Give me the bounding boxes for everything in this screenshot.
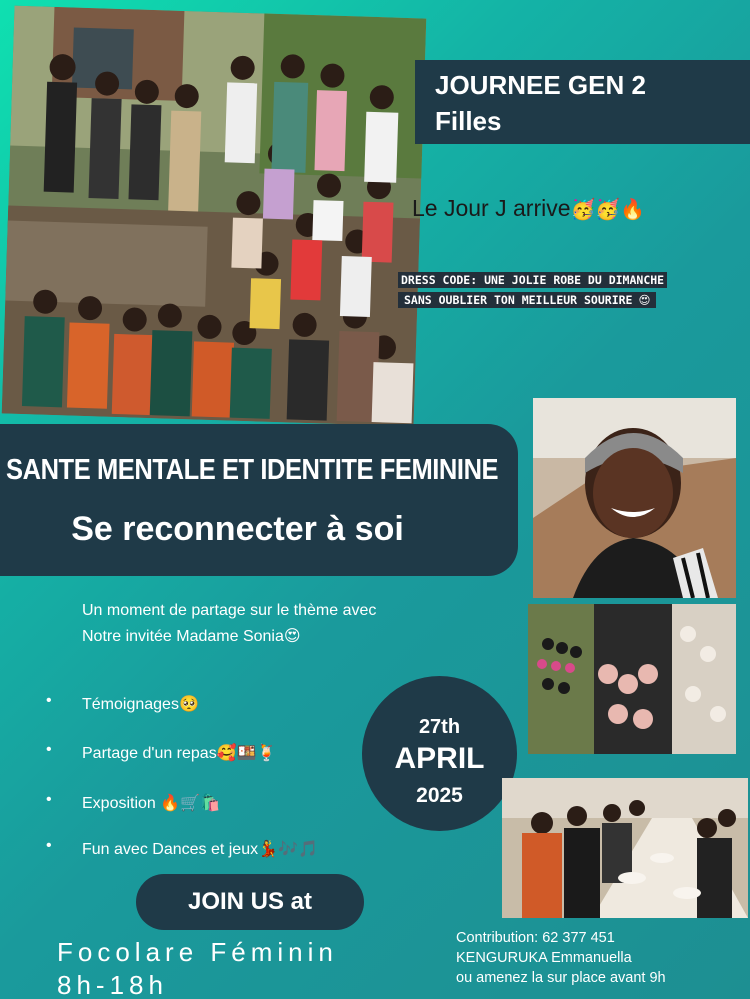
tagline-text: Le Jour J arrive [412,195,571,221]
venue-hours: 8h-18h [57,970,168,999]
activity-label: Fun avec Dances et jeux [82,841,259,858]
date-year: 2025 [416,784,463,807]
date-day: 27th [418,716,461,738]
dress-code-line2: SANS OUBLIER TON MEILLEUR SOURIRE [401,292,635,308]
intro-line1: Un moment de partage sur le thème avec [82,602,377,619]
theme-banner [0,424,518,576]
meal-emoji-icon: 🥰🍱🍹 [216,743,277,762]
party-emoji-icon: 🥳🥳🔥 [570,197,646,221]
dinner-photo [502,778,748,918]
theme-title: SANTE MENTALE ET IDENTITE FEMININE [6,454,499,486]
shopping-emoji-icon: 🔥🛒🛍️ [160,793,221,812]
contribution-line2: KENGURUKA Emmanuella [456,950,632,966]
bullet-icon: • [46,741,52,758]
bullet-icon: • [46,837,52,854]
venue [57,936,338,999]
dress-code [398,270,743,310]
contribution-line1: Contribution: 62 377 451 [456,930,615,946]
venue-name: Focolare Féminin [57,937,338,967]
date-month: APRIL [394,742,485,775]
join-us-button[interactable]: JOIN US at [136,874,364,930]
event-title-line1: JOURNEE GEN 2 [435,70,646,100]
contribution-line3: ou amenez la sur place avant 9h [456,970,666,986]
bullet-icon: • [46,791,52,808]
dance-emoji-icon: 💃🎶🎵 [258,839,318,858]
activity-label: Exposition [82,795,156,812]
tagline [412,195,645,222]
contribution-info [456,928,666,988]
intro-line2: Notre invitée Madame Sonia [82,628,284,645]
activity-label: Témoignages [82,696,179,713]
intro-text [82,598,376,649]
heart-eyes-emoji-icon: 😍 [283,626,301,645]
activity-label: Partage d'un repas [82,745,217,762]
event-title [415,60,750,144]
guest-photo [533,398,736,598]
date-badge [362,676,517,831]
heart-eyes-emoji-icon: 😍 [635,292,653,308]
event-title-line2: Filles [435,106,502,136]
group-photo [2,6,427,427]
bullet-icon: • [46,692,52,709]
theme-subtitle: Se reconnecter à soi [71,510,404,548]
pleading-emoji-icon: 🥺 [178,694,199,713]
dress-code-line1: DRESS CODE: UNE JOLIE ROBE DU DIMANCHE [398,272,667,288]
jewelry-photo [528,604,736,754]
